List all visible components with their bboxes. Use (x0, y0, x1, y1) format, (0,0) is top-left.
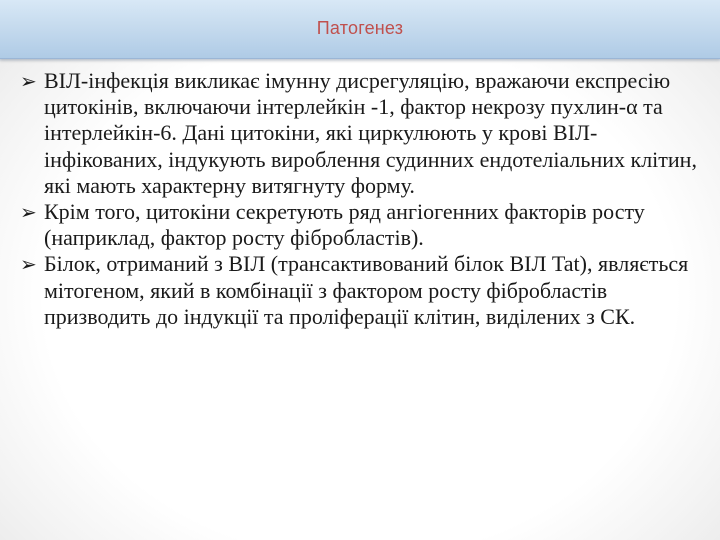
arrow-bullet-icon: ➢ (20, 200, 37, 225)
slide-title: Патогенез (316, 18, 404, 38)
arrow-bullet-icon: ➢ (20, 69, 37, 93)
bullet-item (20, 68, 716, 199)
bullet-text: Білок, отриманий з ВІЛ (трансактивований білок ВІЛ Tat), являється мітогеном, який в комбінації з фактором росту фібробластів призводить до індукції та проліферації клітин, виділених з СК. (44, 251, 689, 329)
bullet-text: ВІЛ-інфекція викликає імунну дисрегуляцію, вражаючи експресію цитокінів, включаючи інтерлейкін -1, фактор некрозу пухлин-α та інтерлейкін-6. Дані цитокіни, які циркулюють у крові ВІЛ-інфікованих, індукують вироблення судинних ендотеліальних клітин, які мають характерну витягнуту форму. (44, 68, 697, 198)
bullet-item (20, 251, 716, 330)
bullet-list (20, 68, 716, 330)
arrow-bullet-icon: ➢ (20, 252, 37, 277)
bullet-item (20, 199, 716, 251)
bullet-text: Крім того, цитокіни секретують ряд ангіогенних факторів росту (наприклад, фактор росту фібробластів). (44, 199, 645, 251)
title-bar (0, 0, 720, 59)
